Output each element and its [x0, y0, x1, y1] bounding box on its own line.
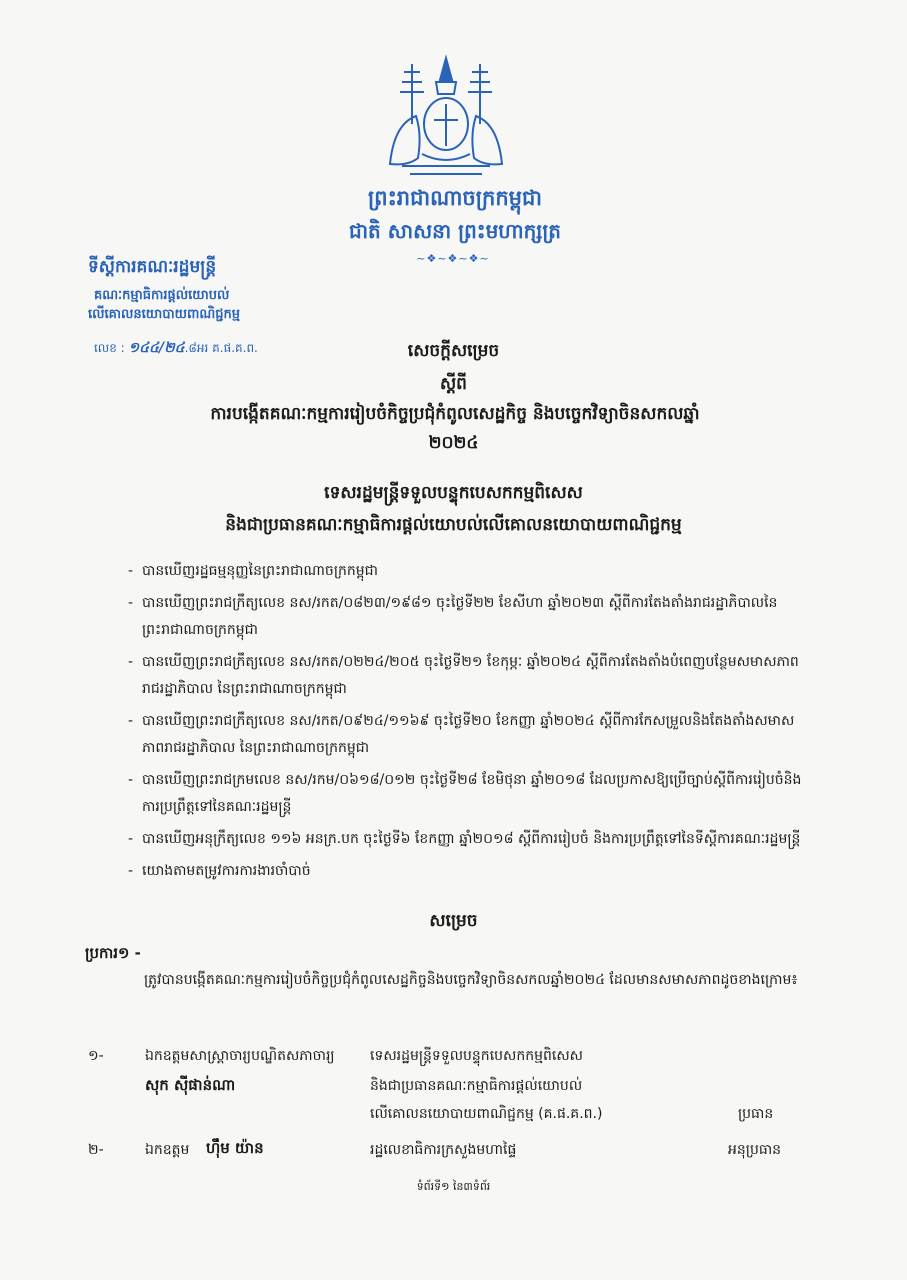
member-position-line: ទេសរដ្ឋមន្ត្រីទទួលបន្ទុកបេសកកម្មពិសេស	[370, 1048, 584, 1064]
issuer-line1: ទេសរដ្ឋមន្ត្រីទទួលបន្ទុកបេសកកម្មពិសេស	[324, 483, 583, 503]
title-year: ២០២៤	[428, 433, 479, 453]
member-number: ២-	[88, 1142, 104, 1158]
member-position-line: រដ្ឋលេខាធិការក្រសួងមហាផ្ទៃ	[370, 1142, 517, 1158]
member-position-line: និងជាប្រធានគណៈកម្មាធិការផ្តល់យោបល់	[370, 1078, 583, 1094]
issuer-line2: និងជាប្រធានគណៈកម្មាធិការផ្តល់យោបល់លើគោលនយោបាយពាណិជ្ជកម្ម	[225, 515, 682, 535]
member-title: ឯកឧត្តមសាស្ត្រាចារ្យបណ្ឌិតសភាចារ្យ	[145, 1048, 335, 1064]
member-position-line: លើគោលនយោបាយពាណិជ្ជកម្ម (គ.ផ.គ.ព.)	[370, 1106, 603, 1122]
page-number: ទំព័រទី១ នៃ៣ទំព័រ	[416, 1180, 491, 1193]
preamble-item: - បានឃើញរដ្ឋធម្មនុញ្ញនៃព្រះរាជាណាចក្រកម្ពុជា	[128, 563, 378, 579]
document-title: សេចក្តីសម្រេច	[407, 341, 500, 361]
title-subject: ការបង្កើតគណៈកម្មការរៀបចំកិច្ចប្រជុំកំពូលសេដ្ឋកិច្ច និងបច្ចេកវិទ្យាចិនសកលឆ្នាំ	[210, 404, 700, 424]
preamble-list	[128, 558, 808, 890]
preamble-item: - បានឃើញព្រះរាជក្រឹត្យលេខ នស/រកត/០៨២៣/១៩៨១ ចុះថ្ងៃទី២២ ខែសីហា ឆ្នាំ២០២៣ ស្តីពីការតែងតាំងរាជរដ្ឋាភិបាលនៃព្រះរាជាណាចក្រកម្ពុជា	[128, 595, 778, 638]
member-role: ប្រធាន	[738, 1106, 774, 1122]
member-title: ឯកឧត្តម	[145, 1142, 190, 1158]
ornament-divider: ~❖~❖~❖~	[416, 252, 490, 265]
article-label: ប្រការ១ -	[85, 944, 141, 962]
preamble-item: - យោងតាមតម្រូវការការងារចាំបាច់	[128, 863, 311, 879]
national-motto: ជាតិ សាសនា ព្រះមហាក្សត្រ	[349, 219, 561, 243]
reference-handwritten-number: ១៤៤/២៤	[128, 340, 185, 356]
reference-label: លេខ :	[94, 341, 125, 355]
kingdom-title: ព្រះរាជាណាចក្រកម្ពុជា	[367, 186, 542, 210]
committee-name-line1: គណៈកម្មាធិការផ្តល់យោបល់	[94, 288, 230, 303]
article-text: ត្រូវបានបង្កើតគណៈកម្មការរៀបចំកិច្ចប្រជុំកំពូលសេដ្ឋកិច្ចនិងបច្ចេកវិទ្យាចិនសកលឆ្នាំ២០២៤ ដែលមានសមាសភាពដូចខាងក្រោម៖	[144, 972, 798, 988]
decision-heading: សម្រេច	[429, 911, 478, 931]
preamble-item: - បានឃើញព្រះរាជក្រមលេខ នស/រកម/០៦១៨/០១២ ចុះថ្ងៃទី២៨ ខែមិថុនា ឆ្នាំ២០១៨ ដែលប្រកាសឱ្យប្រើច្បាប់ស្តីពីការរៀបចំនិងការប្រព្រឹត្តទៅនៃគណៈរដ្ឋមន្ត្រី	[128, 772, 802, 815]
royal-crest-emblem	[382, 54, 510, 182]
member-number: ១-	[88, 1048, 104, 1064]
committee-name-line2: លើគោលនយោបាយពាណិជ្ជកម្ម	[88, 307, 241, 322]
preamble-item: - បានឃើញអនុក្រឹត្យលេខ ១១៦ អនក្រ.បក ចុះថ្ងៃទី៦ ខែកញ្ញា ឆ្នាំ២០១៨ ស្តីពីការរៀបចំ និងការប្រព្រឹត្តទៅនៃទីស្តីការគណៈរដ្ឋមន្ត្រី	[128, 831, 801, 847]
member-name: ហ៊ឹម យ៉ាន	[206, 1139, 264, 1157]
member-name: សុក ស៊ីផាន់ណា	[145, 1076, 236, 1094]
preamble-item: - បានឃើញព្រះរាជក្រឹត្យលេខ នស/រកត/០៩២៤/១១៦៩ ចុះថ្ងៃទី២០ ខែកញ្ញា ឆ្នាំ២០២៤ ស្តីពីការកែសម្រួលនិងតែងតាំងសមាសភាពរាជរដ្ឋាភិបាល នៃព្រះរាជាណាចក្រកម្ពុជា	[128, 713, 795, 756]
reference-suffix: .៨អរ គ.ផ.គ.ព.	[184, 341, 258, 355]
member-role: អនុប្រធាន	[728, 1142, 782, 1158]
preamble-item: - បានឃើញព្រះរាជក្រឹត្យលេខ នស/រកត/០២២៤/២០៥ ចុះថ្ងៃទី២១ ខែកុម្ភៈ ឆ្នាំ២០២៤ ស្តីពីការតែងតាំងបំពេញបន្ថែមសមាសភាពរាជរដ្ឋាភិបាល នៃព្រះរាជាណាចក្រកម្ពុជា	[128, 654, 799, 697]
title-about: ស្តីពី	[440, 374, 467, 394]
office-name: ទីស្តីការគណៈរដ្ឋមន្ត្រី	[88, 257, 217, 277]
